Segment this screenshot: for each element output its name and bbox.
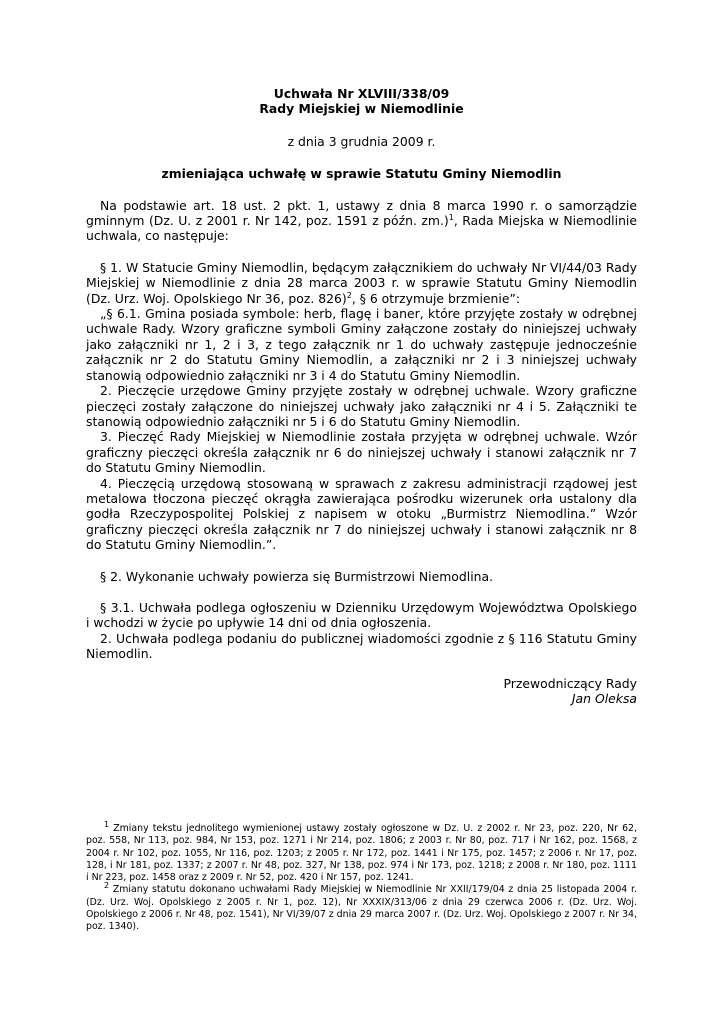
section3-paragraph-2: 2. Uchwała podlega podaniu do publicznej wiadomości zgodnie z § 116 Statutu Gminy Niemodlin. (86, 630, 637, 662)
section1-intro (86, 260, 637, 306)
footnote-2 (86, 881, 637, 933)
signature-name: Jan Oleksa (571, 691, 637, 706)
preamble-text-before: Na podstawie art. 18 ust. 2 pkt. 1, ustawy z dnia 8 marca 1990 r. o samorządzie gminnym (Dz. U. z 2001 r. Nr 142, poz. 1591 z późn. zm.) (86, 197, 637, 229)
resolution-title (86, 86, 637, 117)
section1-paragraph-1: „§ 6.1. Gmina posiada symbole: herb, flagę i baner, które przyjęte zostały w odrębnej uchwale Rady. Wzory graficzne symboli Gminy załączone zostały do niniejszej uchwały jako załączniki nr 1, 2 i 3, z tego załącznik nr 1 do uchwały zastępuje jednocześnie załącznik nr 2 do Statutu Gminy Niemodlin, a załączniki nr 2 i 3 niniejszej uchwały stanowią odpowiednio załączniki nr 3 i 4 do Statutu Gminy Niemodlin. (86, 306, 637, 383)
resolution-number: Uchwała Nr XLVIII/338/09 (273, 86, 450, 101)
footnote-1-text: Zmiany tekstu jednolitego wymienionej ustawy zostały ogłoszone w Dz. U. z 2002 r. Nr 23, poz. 220, Nr 62, poz. 558, Nr 113, poz. 984, Nr 153, poz. 1271 i Nr 214, poz. 1806; z 2003 r. Nr 80, poz. 717 i Nr 162, poz. 1568, z 2004 r. Nr 102, poz. 1055, Nr 116, poz. 1203; z 2005 r. Nr 172, poz. 1441 i Nr 175, poz. 1457; z 2006 r. Nr 17, poz. 128, i Nr 181, poz. 1337; z 2007 r. Nr 48, poz. 327, Nr 138, poz. 974 i Nr 173, poz. 1218; z 2008 r. Nr 180, poz. 1111 i Nr 223, poz. 1458 oraz z 2009 r. Nr 52, poz. 420 i Nr 157, poz. 1241. (86, 823, 637, 884)
footnote-ref-1: 1 (448, 212, 454, 222)
signature-block (86, 676, 637, 707)
footnotes (86, 819, 637, 934)
footnote-ref-2: 2 (346, 290, 352, 300)
document-page (86, 86, 637, 706)
resolution-date: z dnia 3 grudnia 2009 r. (287, 133, 436, 149)
section2: § 2. Wykonanie uchwały powierza się Burmistrzowi Niemodlina. (100, 568, 494, 584)
section1-paragraph-3: 3. Pieczęć Rady Miejskiej w Niemodlinie została przyjęta w odrębnej uchwale. Wzór graficzny pieczęci określa załącznik nr 6 do niniejszej uchwały i stanowi załącznik nr 7 do Statutu Gminy Niemodlin. (86, 429, 637, 476)
council-name: Rady Miejskiej w Niemodlinie (259, 101, 464, 117)
resolution-subject: zmieniająca uchwałę w sprawie Statutu Gminy Niemodlin (161, 166, 562, 182)
preamble-text-after: , Rada Miejska w Niemodlinie uchwala, co następuje: (86, 213, 637, 244)
footnote-2-text: Zmiany statutu dokonano uchwałami Rady Miejskiej w Niemodlinie Nr XXII/179/04 z dnia 25 listopada 2004 r. (Dz. Urz. Woj. Opolskiego z 2005 r. Nr 1, poz. 12), Nr XXXIX/313/06 z dnia 29 czerwca 2006 r. (Dz. Urz. Woj. Opolskiego z 2006 r. Nr 48, poz. 1541), Nr VI/39/07 z dnia 29 marca 2007 r. (Dz. Urz. Woj. Opolskiego z 2007 r. Nr 34, poz. 1340). (86, 884, 637, 933)
footnote-1 (86, 819, 637, 884)
footnote-2-mark: 2 (104, 881, 110, 891)
section1-intro-after: , § 6 otrzymuje brzmienie”: (351, 290, 521, 306)
section3-paragraph-1: § 3.1. Uchwała podlega ogłoszeniu w Dzienniku Urzędowym Województwa Opolskiego i wchodzi w życie po upływie 14 dni od dnia ogłoszenia. (86, 599, 637, 631)
section1-intro-before: § 1. W Statucie Gminy Niemodlin, będącym załącznikiem do uchwały Nr VI/44/03 Rady Miejskiej w Niemodlinie z dnia 28 marca 2003 r. w sprawie Statutu Gminy Niemodlin (Dz. Urz. Woj. Opolskiego Nr 36, poz. 826) (86, 259, 637, 306)
signature-role: Przewodniczący Rady (503, 675, 637, 691)
preamble (86, 198, 637, 244)
section1-paragraph-2: 2. Pieczęcie urzędowe Gminy przyjęte zostały w odrębnej uchwale. Wzory graficzne pieczęci zostały załączone do niniejszej uchwały jako załączniki nr 4 i 5. Załączniki te stanowią odpowiednio załączniki nr 5 i 6 do Statutu Gminy Niemodlin. (86, 383, 637, 429)
footnote-1-mark: 1 (104, 819, 110, 829)
section1-paragraph-4: 4. Pieczęcią urzędową stosowaną w sprawach z zakresu administracji rządowej jest metalowa tłoczona pieczęć okrągła zawierająca pośrodku wizerunek orła ustalony dla godła Rzeczypospolitej Polskiej z napisem w otoku „Burmistrz Niemodlina.” Wzór graficzny pieczęci określa załącznik nr 7 do niniejszej uchwały i stanowi załącznik nr 8 do Statutu Gminy Niemodlin.”. (86, 475, 637, 553)
